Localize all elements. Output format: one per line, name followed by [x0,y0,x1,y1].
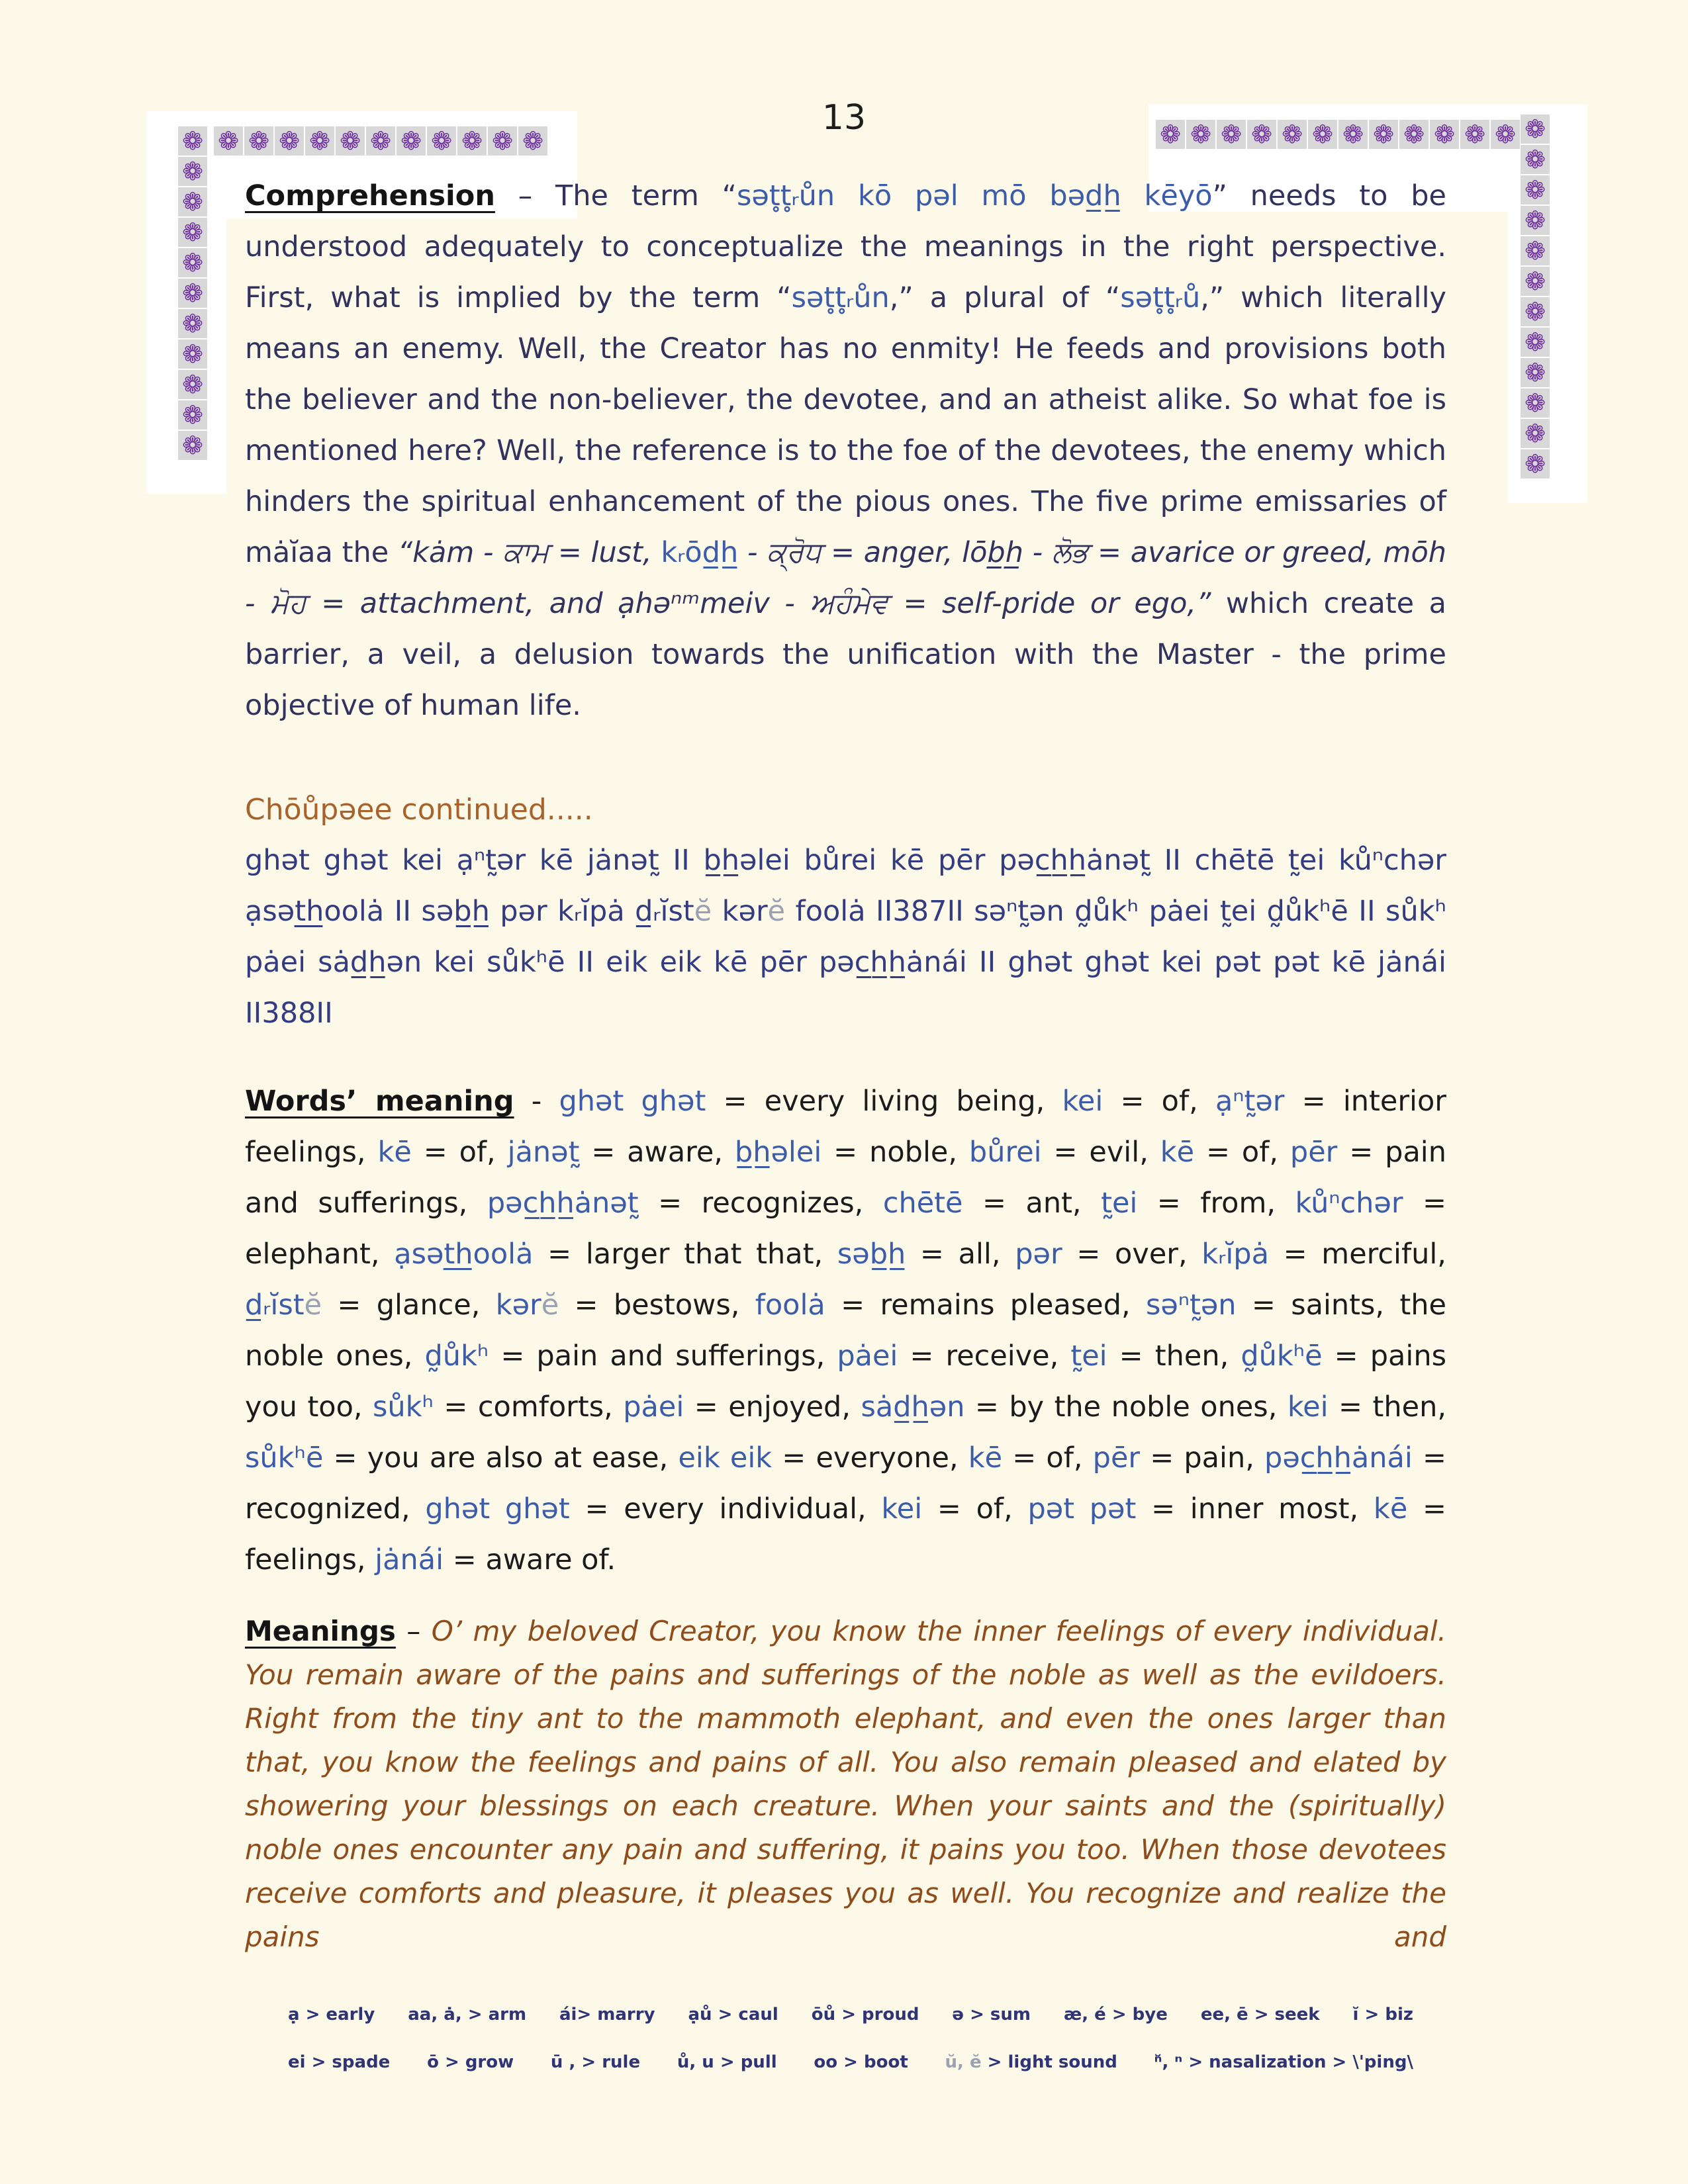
text-run: ,” which literally means an enemy. Well, the Creator has no enmity! He feeds and provisions both the believer and the non-believer, the devotee, and an atheist alike. So what foe is mentioned here? Well, the reference is to the foe of the devotees, the enemy which hinders the spiritual enhancement of the pious ones. The five prime emissaries of mȧĭaa the [245,281,1447,569]
text-run: ĭ > biz [1352,2005,1413,2025]
text-run: ů, u > pull [677,2052,777,2072]
text-run: = larger that that, [533,1238,837,1271]
flower-icon: ❁ [1460,120,1489,149]
flower-icon: ❁ [397,126,426,156]
text-run: sət̥t̥ᵣů [1120,281,1201,314]
choupaee-heading: Chōůpəee continued..... [245,793,593,827]
text-run: ghət ghət [559,1085,706,1118]
key-item [945,2038,1117,2086]
text-run: pȧei [623,1390,684,1424]
text-run: pēr [1289,1136,1338,1169]
flower-icon: ❁ [1217,120,1246,149]
key-item [952,1991,1031,2038]
text-run: = receive, [898,1340,1071,1373]
text-run: = aware of. [444,1543,616,1576]
border-top-left [213,126,548,156]
flower-icon: ❁ [336,126,365,156]
text-run: = of, [1103,1085,1215,1118]
flower-icon: ❁ [366,126,395,156]
text-run: = enjoyed, [684,1390,861,1424]
text-run: = then, [1328,1390,1446,1424]
text-run: pət pət [1027,1492,1137,1525]
text-run: = by the noble ones, [964,1390,1288,1424]
page-number: 13 [821,98,867,138]
text-run: eik eik [678,1441,773,1475]
text-run: pər [1015,1238,1062,1271]
text-run: pəc̲h̲h̲ȧnái [1264,1441,1413,1475]
flower-icon: ❁ [178,187,207,216]
key-item [559,1991,655,2038]
text-run: “kȧm - ਕਾਮ = lust, [397,536,661,569]
flower-icon: ❁ [488,126,517,156]
flower-icon: ❁ [1521,145,1550,174]
text-run: = every individual, [569,1492,882,1525]
text-run: = of, [411,1136,508,1169]
text-run: ĕ [767,895,786,928]
text-run: d̰ůkʰ [424,1340,489,1373]
flower-icon: ❁ [1156,120,1185,149]
text-run: ái> marry [559,2005,655,2025]
text-run: ạsət̲h̲oolȧ [394,1238,534,1271]
text-run: = pain and sufferings, [245,1136,1447,1220]
text-run: sət̥t̥ᵣůn [791,281,890,314]
flower-icon: ❁ [1521,449,1550,478]
text-run: = saints, the noble ones, [245,1289,1446,1373]
flower-icon: ❁ [518,126,547,156]
text-run: Comprehension [245,179,495,212]
verse-paragraph [245,835,1446,1039]
border-top-right [1155,119,1521,150]
flower-icon: ❁ [275,126,304,156]
text-run: t̰ei [1101,1187,1138,1220]
text-run: = evil, [1041,1136,1160,1169]
text-run: > nasalization > \'ping\ [1188,2052,1413,2072]
text-run: = elephant, [245,1187,1447,1271]
text-run: jȧnái [375,1543,444,1576]
text-run: = remains pleased, [825,1289,1146,1322]
text-run: kůⁿchər [1295,1187,1403,1220]
text-run: ō > grow [427,2052,514,2072]
text-run: > light sound [987,2052,1117,2072]
text-run: = pain and sufferings, [489,1340,837,1373]
text-run: ĕ [304,1289,322,1322]
comprehension-paragraph [245,171,1446,731]
key-item [288,2038,390,2086]
text-run: æ, é > bye [1063,2005,1168,2025]
main-content [245,171,1446,1959]
flower-icon: ❁ [178,340,207,369]
text-run: = recognized, [245,1441,1447,1525]
text-run: ghət ghət kei ạⁿt̰ər kē jȧnət̰ II b̲h̲əlei bůrei kē pēr pəc̲h̲h̲ȧnət̰ II chētē t̰ei kůⁿchər ạsət̲h̲oolȧ II səb̲h̲ pər kᵣĭpȧ d̲ᵣĭst [245,844,1446,928]
text-run: = every living being, [706,1085,1062,1118]
flower-icon: ❁ [427,126,456,156]
flower-icon: ❁ [1521,328,1550,357]
key-item [551,2038,640,2086]
key-item [814,2038,908,2086]
flower-icon: ❁ [178,248,207,277]
flower-icon: ❁ [1308,120,1337,149]
flower-icon: ❁ [1521,388,1550,418]
text-run: t̰ei [1070,1340,1107,1373]
flower-icon: ❁ [305,126,334,156]
flower-icon: ❁ [1521,175,1550,205]
border-left [177,126,208,461]
text-run: pēr [1092,1441,1141,1475]
text-run: kᵣĭpȧ [1201,1238,1269,1271]
key-item [688,1991,778,2038]
key-item [1064,1991,1168,2038]
text-run: ū , > rule [550,2052,641,2072]
text-run: səb̲h̲ [837,1238,906,1271]
flower-icon: ❁ [244,126,273,156]
text-run: ạ > early [288,2005,375,2025]
text-run: O’ my beloved Creator, you know the inner feelings of every individual. You remain aware of the pains and sufferings of the noble as well as the evildoers. Right from the tiny ant to the mammoth elephant, and even the ones larger than that, you know the feelings and pains of all. You also remain pleased and elated by showering your blessings on each creature. When your saints and the (spiritually) noble ones encounter any pain and suffering, it pains you too. When those devotees receive comforts and pleasure, it pleases you as well. You recognize and realize the pains and [245,1615,1446,1953]
text-run: kᵣōd̲h̲ [661,536,739,569]
text-run: ĕ [541,1289,559,1322]
pronunciation-key-row-1 [288,1991,1413,2038]
text-run: ,” a plural of “ [889,281,1121,314]
text-run: kei [881,1492,923,1525]
flower-icon: ❁ [1521,267,1550,296]
text-run: ạⁿt̰ər [1215,1085,1285,1118]
text-run: foolȧ II387II səⁿt̰ən d̰ůkʰ pȧei t̰ei d̰ůkʰē II sůkʰ pȧei sȧd̲h̲ən kei sůkʰē II eik eik kē pēr pəc̲h̲h̲ȧnái II ghət ghət kei pət pət kē jȧnái II388II [245,895,1446,1030]
text-run: = aware, [579,1136,735,1169]
text-run: which create a barrier, a veil, a delusion towards the unification with the Master - the prime objective of human life. [245,587,1446,722]
text-run: Words’ meaning [245,1085,514,1118]
text-run: = interior feelings, [245,1085,1446,1169]
text-run: sət̥t̥ᵣůn kō pəl mō bəd̲h̲ kēyō [736,179,1213,212]
text-run: = then, [1107,1340,1241,1373]
text-run: = of, [1194,1136,1290,1169]
text-run: ĕ [694,895,712,928]
text-run: bůrei [968,1136,1042,1169]
pronunciation-key [288,1991,1413,2086]
text-run: = pain, [1140,1441,1265,1475]
flower-icon: ❁ [1430,120,1459,149]
text-run: sȧd̲h̲ən [861,1390,965,1424]
text-run: = everyone, [772,1441,968,1475]
text-run: chētē [882,1187,963,1220]
key-item [288,1991,375,2038]
flower-icon: ❁ [178,126,207,156]
flower-icon: ❁ [178,309,207,338]
flower-icon: ❁ [1521,206,1550,235]
text-run: = comforts, [433,1390,624,1424]
text-run: ⁿ̆, ⁿ [1154,2052,1189,2072]
flower-icon: ❁ [1521,114,1550,144]
text-run: = you are also at ease, [323,1441,679,1475]
text-run: – The term [494,179,722,212]
flower-icon: ❁ [1369,120,1398,149]
text-run: ạů > caul [688,2005,778,2025]
flower-icon: ❁ [1521,297,1550,326]
flower-icon: ❁ [1186,120,1215,149]
text-run: = feelings, [245,1492,1447,1576]
flower-icon: ❁ [1521,236,1550,265]
text-run: = recognizes, [638,1187,883,1220]
text-run: = bestows, [559,1289,755,1322]
text-run: foolȧ [755,1289,825,1322]
text-run: ” needs to be understood adequately to conceptualize the meanings in the right perspective. First, what is implied by the term “ [245,179,1446,314]
words-meaning-paragraph [245,1076,1446,1586]
text-run: səⁿt̰ən [1145,1289,1237,1322]
flower-icon: ❁ [178,218,207,247]
text-run: kē [968,1441,1003,1475]
text-run: = all, [906,1238,1015,1271]
flower-icon: ❁ [214,126,243,156]
text-run: pəc̲h̲h̲ȧnət̰ [487,1187,639,1220]
text-run: pȧei [837,1340,898,1373]
key-item [812,1991,919,2038]
text-run: kei [1062,1085,1103,1118]
text-run: ŭ, ĕ [945,2052,988,2072]
text-run: - [514,1085,559,1118]
text-run: sůkʰē [245,1441,324,1475]
text-run: kər [712,895,768,928]
key-item [1201,1991,1320,2038]
text-run: = glance, [322,1289,496,1322]
text-run: “ [722,179,737,212]
text-run: = over, [1062,1238,1202,1271]
key-item [677,2038,777,2086]
text-run: sůkʰ [373,1390,434,1424]
text-run: kē [377,1136,412,1169]
text-run: = of, [1002,1441,1093,1475]
flower-icon: ❁ [1338,120,1368,149]
text-run: ōů > proud [811,2005,919,2025]
flower-icon: ❁ [178,400,207,430]
pronunciation-key-row-2 [288,2038,1413,2086]
text-run: kər [495,1289,541,1322]
flower-icon: ❁ [1521,358,1550,387]
border-right [1520,114,1550,479]
text-run: – [395,1615,432,1647]
key-item [427,2038,514,2086]
text-run: ei > spade [288,2052,391,2072]
text-run: oo > boot [814,2052,908,2072]
flower-icon: ❁ [178,431,207,460]
text-run: = ant, [962,1187,1102,1220]
flower-icon: ❁ [1399,120,1429,149]
text-run: kē [1160,1136,1195,1169]
text-run: = pains you too, [245,1340,1446,1424]
flower-icon: ❁ [1278,120,1307,149]
flower-icon: ❁ [178,370,207,399]
key-item [1154,2038,1413,2086]
flower-icon: ❁ [178,279,207,308]
meanings-paragraph [245,1610,1446,1959]
text-run: d̲ᵣĭst [245,1289,305,1322]
text-run: b̲h̲əlei [734,1136,822,1169]
flower-icon: ❁ [1521,419,1550,448]
text-run: ghət ghət [425,1492,570,1525]
text-run: = merciful, [1268,1238,1446,1271]
key-item [408,1991,526,2038]
text-run: = of, [922,1492,1028,1525]
key-item [1353,1991,1413,2038]
text-run: d̰ůkʰē [1241,1340,1323,1373]
text-run: kē [1373,1492,1408,1525]
flower-icon: ❁ [457,126,487,156]
text-run: - ਕ੍ਰੋਧ = anger, lōb̲h̲ - ਲੋਭ = avarice or greed, mōh - ਮੋਹ = attachment, and ạhəⁿᵐmeiv - ਅਹੰਮੇਵ = self-pride or ego,” [245,536,1446,620]
text-run: aa, ȧ, > arm [408,2005,527,2025]
text-run: = noble, [821,1136,969,1169]
text-run: ee, ē > seek [1200,2005,1320,2025]
text-run: = inner most, [1136,1492,1374,1525]
flower-icon: ❁ [178,157,207,186]
text-run: = from, [1137,1187,1295,1220]
text-run: ə > sum [952,2005,1031,2025]
flower-icon: ❁ [1491,120,1520,149]
text-run: kei [1287,1390,1329,1424]
text-run: jȧnət̰ [507,1136,580,1169]
text-run: Meanings [245,1615,396,1647]
flower-icon: ❁ [1247,120,1276,149]
